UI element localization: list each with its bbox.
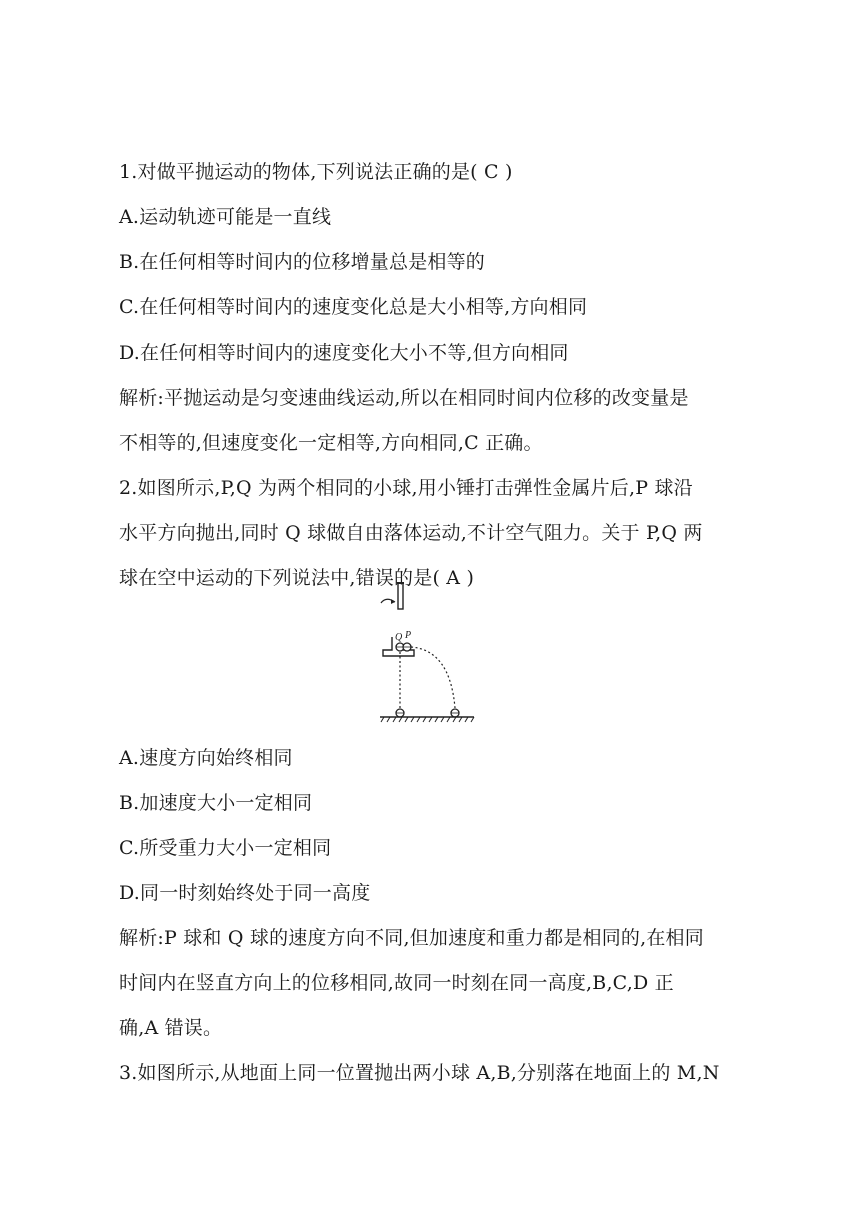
q1-stem: 1.对做平抛运动的物体,下列说法正确的是( C ) xyxy=(119,161,513,183)
label-p: P xyxy=(405,630,412,641)
q1-option-a: A.运动轨迹可能是一直线 xyxy=(119,206,332,228)
q2-option-d: D.同一时刻始终处于同一高度 xyxy=(119,882,371,904)
q2-stem-line-3: 球在空中运动的下列说法中,错误的是( A ) xyxy=(119,567,475,589)
q1-analysis-line-1: 解析:平抛运动是匀变速曲线运动,所以在相同时间内位移的改变量是 xyxy=(119,387,689,409)
q2-analysis-line-3: 确,A 错误。 xyxy=(119,1017,223,1039)
q2-analysis-line-2: 时间内在竖直方向上的位移相同,故同一时刻在同一高度,B,C,D 正 xyxy=(119,972,674,994)
q2-option-c: C.所受重力大小一定相同 xyxy=(119,837,332,859)
q1-option-b: B.在任何相等时间内的位移增量总是相等的 xyxy=(119,251,486,273)
q3-stem-line-1: 3.如图所示,从地面上同一位置抛出两小球 A,B,分别落在地面上的 M,N xyxy=(119,1062,720,1084)
q2-stem-line-2: 水平方向抛出,同时 Q 球做自由落体运动,不计空气阻力。关于 P,Q 两 xyxy=(119,522,703,544)
q1-option-c: C.在任何相等时间内的速度变化总是大小相等,方向相同 xyxy=(119,296,588,318)
q1-option-d: D.在任何相等时间内的速度变化大小不等,但方向相同 xyxy=(119,342,569,364)
projectile-apparatus-figure xyxy=(378,580,478,730)
q2-stem-line-1: 2.如图所示,P,Q 为两个相同的小球,用小锤打击弹性金属片后,P 球沿 xyxy=(119,477,693,499)
ground-hatching xyxy=(381,717,474,722)
q1-analysis-line-2: 不相等的,但速度变化一定相等,方向相同,C 正确。 xyxy=(119,432,543,454)
label-q: Q xyxy=(395,632,403,643)
q2-analysis-line-1: 解析:P 球和 Q 球的速度方向不同,但加速度和重力都是相同的,在相同 xyxy=(119,927,704,949)
q2-option-b: B.加速度大小一定相同 xyxy=(119,792,313,814)
q2-option-a: A.速度方向始终相同 xyxy=(119,747,293,769)
hammer-handle xyxy=(398,583,403,609)
p-parabolic-path xyxy=(411,647,455,708)
